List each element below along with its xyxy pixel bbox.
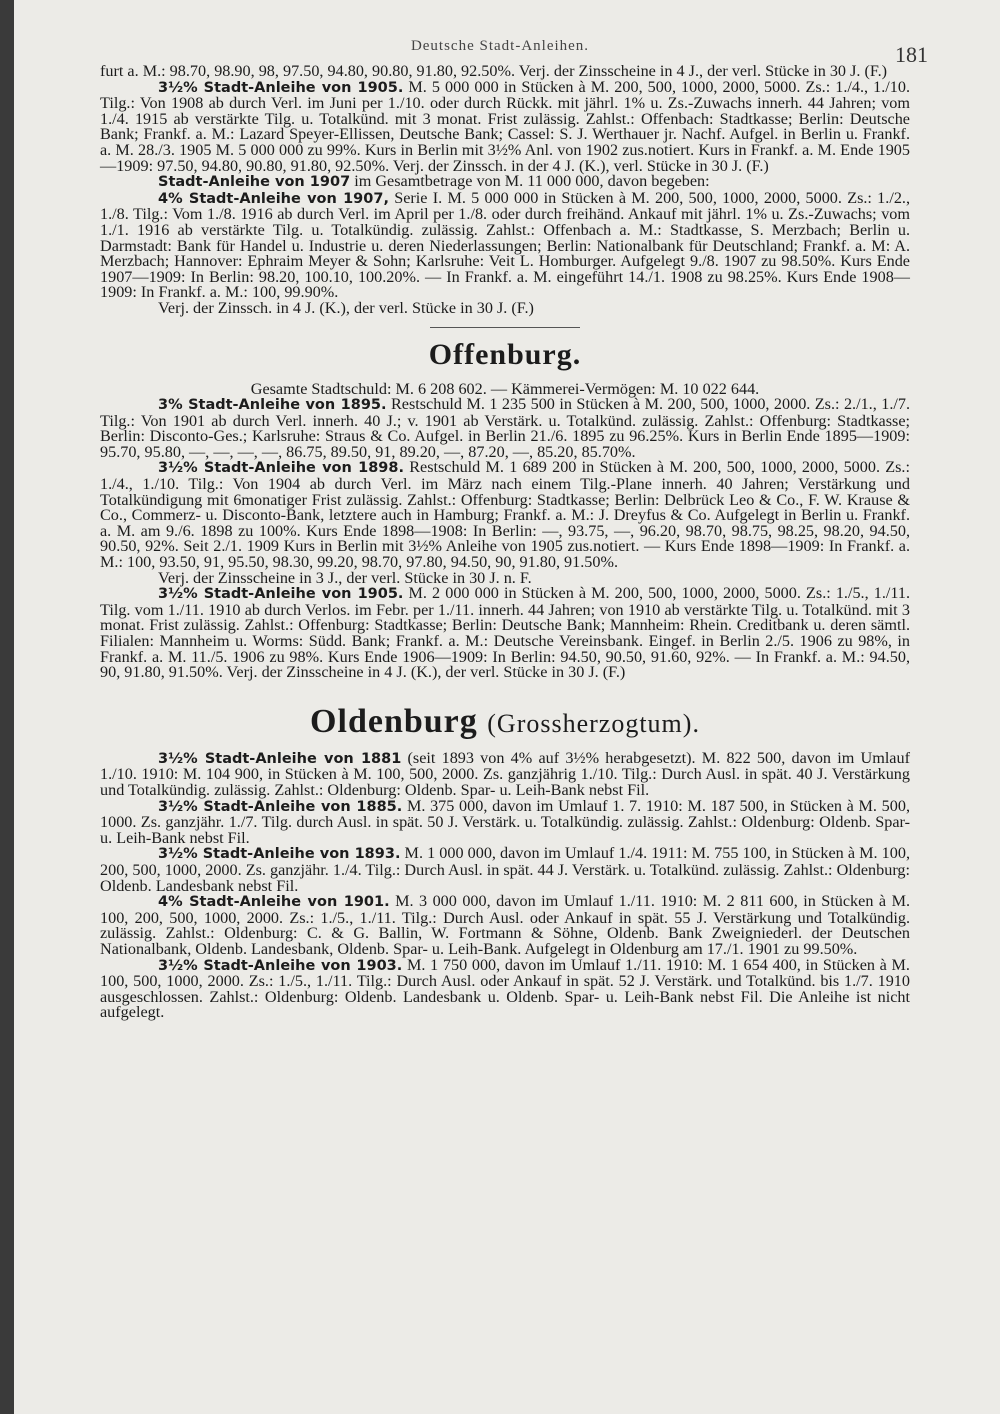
loan-heading: 4% Stadt-Anleihe von 1901. [158,894,390,911]
paragraph-text: Serie I. M. 5 000 000 in Stücken à M. 200, 500, 1000, 2000, 5000. Zs.: 1./2., 1./8. Tilg.: Vom 1./8. 1916 ab durch Verl. im April per 1./8. oder durch freihänd. Ankauf mit jährl. 1% u. Zs.-Zuwachs; vom 1./1. 1916 ab verstärkte Tilg. u. Totalkündig. zulässig. Zahlst.: Offenbach a. M.: Stadtkasse, S. Merzbach; Berlin u. Darmstadt: Bank für Handel u. Industrie u. deren Niederlassungen; Berlin: Nationalbank für Deutschland; Frankf. a. M: A. Merzbach; Hannover: Ephraim Meyer & Sohn; Karlsruhe: Veit L. Homburger. Aufgelegt 9./8. 1907 zu 98.50%. Kurs Ende 1907—1909: In Berlin: 98.20, 100.10, 100.20%. — In Frankf. a. M. eingeführt 14./1. 1908 zu 98.25%. Kurs Ende 1908—1909: In Frankf. a. M.: 100, 99.90%. [100,188,911,302]
loan-heading: 3½% Stadt-Anleihe von 1898. [158,460,404,477]
paragraph-text: Restschuld M. 1 689 200 in Stücken à M. 200, 500, 1000, 2000, 5000. Zs.: 1./4., 1./10. Tilg.: Von 1904 ab durch Verl. im März nach einem Tilg.-Plane innerh. 40 Jahren; Verstärkung und Totalkündigung mit 6monatiger Frist zulässig. Zahlst.: Offenburg: Stadtkasse; Berlin: Delbrück Leo & Co., F. W. Krause & Co., Commerz- u. Disconto-Bank, letztere auch in Hamburg; Frankf. a. M.: J. Dreyfus & Co. Aufgelegt in Berlin u. Frankf. a. M. am 9./6. 1898 zu 100%. Kurs Ende 1898—1908: In Berlin: —, 93.75, —, 96.20, 98.70, 98.75, 98.25, 98.20, 94.50, 90.50, 92%. Seit 2./1. 1909 Kurs in Berlin mit 3½% Anleihe von 1905 zus.notiert. — Kurs Ende 1898—1909: In Frankf. a. M.: 100, 93.50, 91, 95.50, 98.30, 99.20, 98.70, 97.80, 94.50, 90, 91.80, 91.50%. [100,458,910,572]
section-title-text: Oldenburg [310,702,478,740]
paragraph-text: M. 1 000 000, davon im Umlauf 1./4. 1911: M. 755 100, in Stücken à M. 100, 200, 500, 1000, 2000. Zs. ganzjähr. 1./4. Tilg.: Durch Ausl. in spät. 44 J. Verstärk. u. Totalkünd. zulässig. Zahlst.: Oldenburg: Oldenb. Landesbank nebst Fil. [100,844,911,895]
paragraph [100,298,910,317]
paragraph [100,955,910,1022]
paragraph [100,586,910,681]
page-number: 181 [895,42,928,67]
paragraph-text: furt a. M.: 98.70, 98.90, 98, 97.50, 94.80, 90.80, 91.80, 92.50%. Verj. der Zinsscheine in 4 J., der verl. Stücke in 30 J. (F.) [100,62,888,80]
paragraph-text: Verj. der Zinssch. in 4 J. (K.), der verl. Stücke in 30 J. (F.) [158,298,534,317]
paragraph-text: im Gesamtbetrage von M. 11 000 000, davon begeben: [350,172,710,191]
paragraph [100,188,911,302]
section-oldenburg [100,703,910,1021]
paragraph [100,846,910,894]
running-header [60,38,940,67]
paragraph [100,748,910,799]
loan-heading: 3½% Stadt-Anleihe von 1885. [158,798,403,815]
page-body [100,64,910,1021]
paragraph-text: Verj. der Zinsscheine in 3 J., der verl. Stücke in 30 J. n. F. [158,568,532,587]
loan-heading: Stadt-Anleihe von 1907 [158,174,351,191]
loan-heading: 3½% Stadt-Anleihe von 1905. [158,586,404,603]
running-title: Deutsche Stadt-Anleihen. [410,38,590,54]
loan-heading: 3½% Stadt-Anleihe von 1905. [158,79,404,96]
section-continuation [100,64,910,317]
paragraph [100,397,910,460]
loan-heading: 3% Stadt-Anleihe von 1895. [158,397,387,414]
paragraph [100,77,910,175]
paragraph-text: M. 5 000 000 in Stücken à M. 200, 500, 1000, 2000, 5000. Zs.: 1./4., 1./10. Tilg.: Von 1908 ab durch Verl. im Juni per 1./10. oder durch Rückk. mit jährl. 1% u. Zs.-Zuwachs innerh. 44 Jahren; vom 1./4. 1915 ab verstärkte Tilg. u. Totalkünd. mit 3 monat. Frist zulässig. Zahlst.: Offenbach: Stadtkasse; Berlin: Deutsche Bank; Frankf. a. M.: Lazard Speyer-Ellissen, Deutsche Bank; Cassel: S. J. Werthauer jr. Nachf. Aufgel. in Berlin u. Frankf. a. M. 28./3. 1905 M. 5 000 000 zu 99%. Kurs in Berlin mit 3½% Anl. von 1902 zus.notiert. Kurs in Frankf. a. M. Ende 1905—1909: 97.50, 94.80, 90.80, 91.80, 92.50%. Verj. der Zinssch. in der 4 J. (K.), verl. Stücke in 30 J. (F.) [100,77,910,175]
paragraph [100,796,910,847]
section-subtitle: (Grossherzogtum). [487,708,700,738]
loan-heading: 3½% Stadt-Anleihe von 1903. [158,957,403,974]
paragraph-text: M. 2 000 000 in Stücken à M. 200, 500, 1000, 2000, 5000. Zs.: 1./5., 1./11. Tilg. vom 1./11. 1910 ab durch Verlos. im Febr. per 1./11. innerh. 44 Jahren; von 1910 ab verstärkte Tilg. u. Totalkünd. mit 3 monat. Frist zulässig. Zahlst.: Offenburg: Stadtkasse; Berlin: Deutsche Bank; Mannheim: Rhein. Creditbank u. deren sämtl. Filialen: Mannheim u. Worms: Südd. Bank; Frankf. a. M.: Deutsche Vereinsbank. Eingef. in Berlin 2./5. 1906 zu 98%, in Frankf. a. M. 11./5. 1906 zu 98%. Kurs Ende 1906—1909: In Berlin: 94.50, 90.50, 91.60, 92%. — In Frankf. a. M.: 94.50, 90, 91.80, 91.50%. Verj. der Zinsscheine in 4 J. (K.), der verl. Stücke in 30 J. (F.) [100,584,910,682]
loan-heading: 3½% Stadt-Anleihe von 1893. [158,846,401,863]
paragraph-text: M. 1 750 000, davon im Umlauf 1./11. 1910: M. 1 654 400, in Stücken à M. 100, 500, 1000, 2000. Zs.: 1./5., 1./11. Tilg.: Durch Ausl. oder Ankauf in spät. 52 J. Verstärk. und Totalkünd. bis 1./7. 1910 ausgeschlossen. Zahlst.: Oldenburg: Oldenb. Landesbank u. Oldenb. Spar- u. Leih-Bank nebst Fil. Die Anleihe ist nicht aufgelegt. [100,955,910,1022]
section-title [100,703,910,741]
section-divider [430,327,580,328]
paragraph-text: (seit 1893 von 4% auf 3½% herabgesetzt). M. 822 500, davon im Umlauf 1./10. 1910: M. 104 900, in Stücken à M. 100, 500, 2000. Zs. ganzjährig 1./10. Tilg.: Durch Ausl. in spät. 40 J. Verstärkung und Totalkündig. zulässig. Zahlst.: Oldenburg: Oldenb. Spar- u. Leih-Bank nebst Fil. [100,748,910,799]
section-offenburg [100,338,910,681]
paragraph [100,894,910,957]
loan-heading: 3½% Stadt-Anleihe von 1881 [158,750,402,767]
paragraph [100,460,910,570]
scan-gutter [0,0,14,1414]
section-title [100,338,910,372]
paragraph-text: Gesamte Stadtschuld: M. 6 208 602. — Kämmerei-Vermögen: M. 10 022 644. [250,379,760,398]
paragraph-text: M. 3 000 000, davon im Umlauf 1./11. 1910: M. 2 811 600, in Stücken à M. 100, 200, 500, 1000, 2000. Zs.: 1./5., 1./11. Tilg.: Durch Ausl. oder Ankauf in spät. 55 J. Verstärkung und Totalkündig. zulässig. Zahlst.: Oldenburg: C. & G. Ballin, W. Fortmann & Söhne, Oldenb. Bank Zweigniederl. der Deutschen Nationalbank, Oldenb. Landesbank, Oldenb. Spar- u. Leih-Bank. Aufgelegt in Oldenburg am 17./1. 1901 zu 99.50%. [100,892,911,958]
section-title-text: Offenburg. [428,337,582,371]
loan-heading: 4% Stadt-Anleihe von 1907, [158,190,389,207]
paragraph-text: M. 375 000, davon im Umlauf 1. 7. 1910: M. 187 500, in Stücken à M. 500, 1000. Zs. ganzjähr. 1./7. Tilg. durch Ausl. in spät. 50 J. Verstärk. u. Totalkündig. zulässig. Zahlst.: Oldenburg: Oldenb. Spar- u. Leih-Bank nebst Fil. [100,796,910,847]
paragraph-text: Restschuld M. 1 235 500 in Stücken à M. 200, 500, 1000, 2000. Zs.: 2./1., 1./7. Tilg.: Von 1901 ab durch Verl. innerh. 40 J.; v. 1901 ab Verstärk. u. Totalkünd. zulässig. Zahlst.: Offenburg: Stadtkasse; Berlin: Disconto-Ges.; Karlsruhe: Straus & Co. Aufgel. in Berlin 21./6. 1895 zu 96.25%. Kurs in Berlin Ende 1895—1909: 95.70, 95.80, —, —, —, —, 86.75, 89.50, 91, 89.20, —, 87.20, —, 85.20, 85.70%. [100,395,911,461]
